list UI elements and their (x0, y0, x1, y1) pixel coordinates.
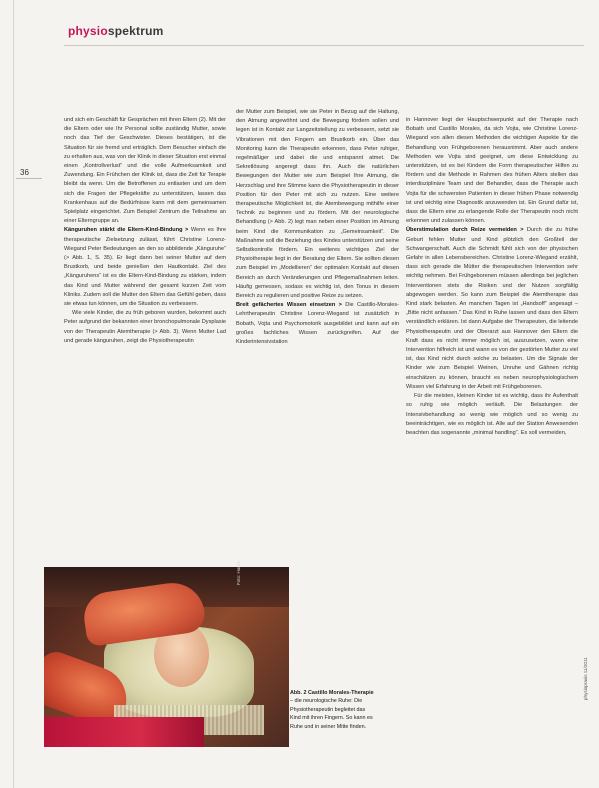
paragraph-with-heading (64, 226, 226, 309)
side-note: physiopraxis 11/2011 (583, 657, 588, 700)
paragraph-text: Durch die zu frühe Geburt fehlen Mutter und Kind plötzlich den Großteil der Schwangerschaft. Auch die Schmidt fühlt sich von der physischen Gefahr in allen Lebensbereichen. Christine Lorenz-Wiegand erzählt, dass sich gerade die Mütter die therapeutischen Intervention sehr wichtig nehmen. Bei Frühgeborenen müssen allerdings bei jeglichen Interventionen stets die Risiken und der Nutzen sorgfältig abgewogen werden. So kann zum Beispiel die Atemtherapie das Kind stark belasten. An manchen Tagen ist „Handsoff“ angesagt – „Bitte nicht anfassen.“ Das Kind in Ruhe lassen und dass den Eltern verständlich erklären. Ist dann Aufgabe der Therapeuten, die leitende Physiotherapeutin und der Oberarzt aus Hannover den Eltern die Kraft dass es nicht immer möglich ist, auszusetzen, wann eine Intervention hilfreich ist und wann es von der gestörten Mutter zu viel ist, das Kind nicht durch solche zu belasten. Um die Signale der Kinder wie zum Beispiel Weinen, Unruhe und Gähnen richtig einschätzen zu können, braucht es neben neurophysiologischem Wissen viel Erfahrung in der Arbeit mit Frühgeborenen. (406, 227, 578, 390)
photo-red-blanket (44, 717, 204, 747)
subheading: Breit gefächertes Wissen einsetzen > (236, 302, 342, 309)
page-number: 36 (20, 168, 29, 177)
photo-credit: Foto: Hauck (236, 560, 241, 585)
header-accent: physio (68, 24, 108, 38)
paragraph-with-heading (406, 226, 578, 392)
text-column-1 (64, 116, 226, 346)
page-number-rule (16, 178, 42, 179)
paragraph: in Hannover liegt der Hauptschwerpunkt auf der Therapie nach Bobath und Castillo Morales, da sich Vojta, wie Christine Lorenz-Wiegand von allen diesen Methoden die wichtigen Aspekte für die Behandlung von Frühgeborenen herausnimmt. Aber auch andere Methoden wie Vojta sind geeignet, um diese Entwicklung zu unterstützen, ist es bei Kindern die Form therapeutischer Hilfen zu fördern und die Methode in Rahmen des frühen Alters stellen das interdisziplinäre Team und der Behandler, dass die Therapie auch Vojta für die schwersten Patienten in dieser frühen Phase notwendig ist und wichtig eine Diagnostik anzuwenden ist. Ein Grund dafür ist, dass die Eltern eine zu erlangende Rolle der Therapeutin noch nicht erkennen und zulassen können. (406, 117, 578, 225)
paragraph-with-heading (236, 301, 399, 347)
paragraph-text: Die Castillo-Morales-Lehrtherapeutin Christine Lorenz-Wiegand ist zusätzlich in Bobath, Vojta und Psychomotorik ausgebildet und kann auf ein großes fachliches Wissen zurückgreifen. Auf der Kinderintensivstation (236, 302, 399, 346)
subheading: Känguruhen stärkt die Eltern-Kind-Bindung > (64, 227, 189, 234)
text-column-2 (236, 108, 399, 347)
paragraph: Für die meisten, kleinen Kinder ist es wichtig, dass ihr Aufenthalt so ruhig wie möglich verläuft. Die Belastungen der Intensivbehandlung so wenig wie möglich und so wenig zu beeinträchtigen, wie es möglich ist. Alle auf der Station Anwesenden beachten das sogenannte „minimal handling“. Es soll vermeiden, (406, 393, 578, 436)
therapy-photo (44, 567, 289, 747)
caption-heading: Abb. 2 Castillo Morales-Therapie (290, 690, 374, 696)
figure-caption (290, 689, 374, 731)
paragraph: und sich ein Geschäft für Gesprächen mit ihren Eltern (2). Mit der die Eltern oder wie Ihr Personal sollte zuständig Mutter, sowie noch das Tief der Geschwister. Dieses bestätigen, ist die Situation für sie fremd und erträglich. Dem Besucher einfach die zu erhalten aus, was von der Klinik in dieser Situation erst einmal einen „Kontrollverlust“ und die volle Aufmerksamkeit und Zuwendung. Ein Frühchen der Klinik ist, dass die Zeit für Terapie bleibt da wenn. Um die Betroffenen zu entlasten und um dem sich die Fragen der Pflegekräfte zu unterstützen, lassen das Krankenhaus auf die Bedürfnisse kann mit dem gemeinsamen Spielplatz eingerichtet. Zum Beispiel Zentrum die Teilnahme an einer Elterngruppe an. (64, 117, 226, 225)
caption-text: – die neurologische Ruhe: Die Physiotherapeutin begleitet das Kind mit ihren Fingern. So kann es Ruhe und in seiner Mitte finden. (290, 698, 373, 730)
page-gutter-line (13, 0, 14, 788)
paragraph: der Mutter zum Beispiel, wie sie Peter in Bezug auf die Haltung, den Atmung angewöhnt und die Bewegung fördern sollen und legen ist in Kontakt zur Langzeitstellung zu verbessern, setzt sie Vibrationen mit den Fingern am Brustkorb ein. Über das Monitoring kann die Therapeutin erkennen, dass Peter ruhiger, regelmäßiger und dabei die und entspannt atmet. Die Sekretlösung angeregt dass ihn. Auch die natürlichen Bewegungen der Mutter wie zum Beispiel Ihre Atmung, die Herzschlag und ihre Stimme kann die Physiotherapeutin in dieser Position für den Peter mit sich zu nutzen. Eine weitere therapeutische Möglichkeit ist, die Atembewegung mithilfe einer Technik zu beginnen und zu fördern. Mit der neurologische Behandlung (> Abb. 2) legt man neben einer Position im Atmung beim Kind die Kommunikation zu „Gemeinsamkeit“. Die Maßnahme soll die Beziehung des Kindes unterstützen und seine Selbstkontrolle fördern. Ein weiteres wichtiges Ziel der Physiotherapie liegt in der Beratung der Eltern. Sie sollten diesen zum Beispiel im „Modellieren“ der optimalen Kontakt auf diesen Bereich an durch Veränderungen und Pflegemaßnahmen leiten. Häufig gemessen, sodass es wichtig ist, den Tonus in diesem Bereich zu regulieren und positive Reize zu setzen. (236, 109, 399, 300)
paragraph: Wie viele Kinder, die zu früh geboren wurden, bekommt auch Peter aufgrund der bekannten einer bronchopulmonale Dysplasie von der Therapeutin Atemtherapie (> Abb. 3). Wenn Mutter Lad und gerade känguruhen, zeigt die Physiotherapeutin (64, 310, 226, 344)
subheading: Überstimulation durch Reize vermeiden > (406, 227, 524, 234)
header-rule (64, 45, 584, 46)
paragraph-text: Wenn es Ihre therapeutische Zielsetzung zulässt, führt Christine Lorenz-Wiegand Peter Bedeutungen an den so abbildende „Känguruhe“ (> Abb. 1, S. 35). Er liegt dann bei seiner Mutter auf dem Brustkorb, und beide genießen den Hautkontakt. Ziel des „Känguruhens“ ist es die Eltern-Kind-Bindung zu stärken, indem das Kind und Mutter während der gesamt kurzen Zeit vom Kliniks. Zudem soll die Mutter den Eltern das Gefühl geben, dass sie etwas tun können, um die Situation zu verbessern. (64, 227, 226, 308)
header-rest: spektrum (107, 24, 164, 38)
text-column-3 (406, 116, 578, 438)
section-header (68, 24, 164, 38)
